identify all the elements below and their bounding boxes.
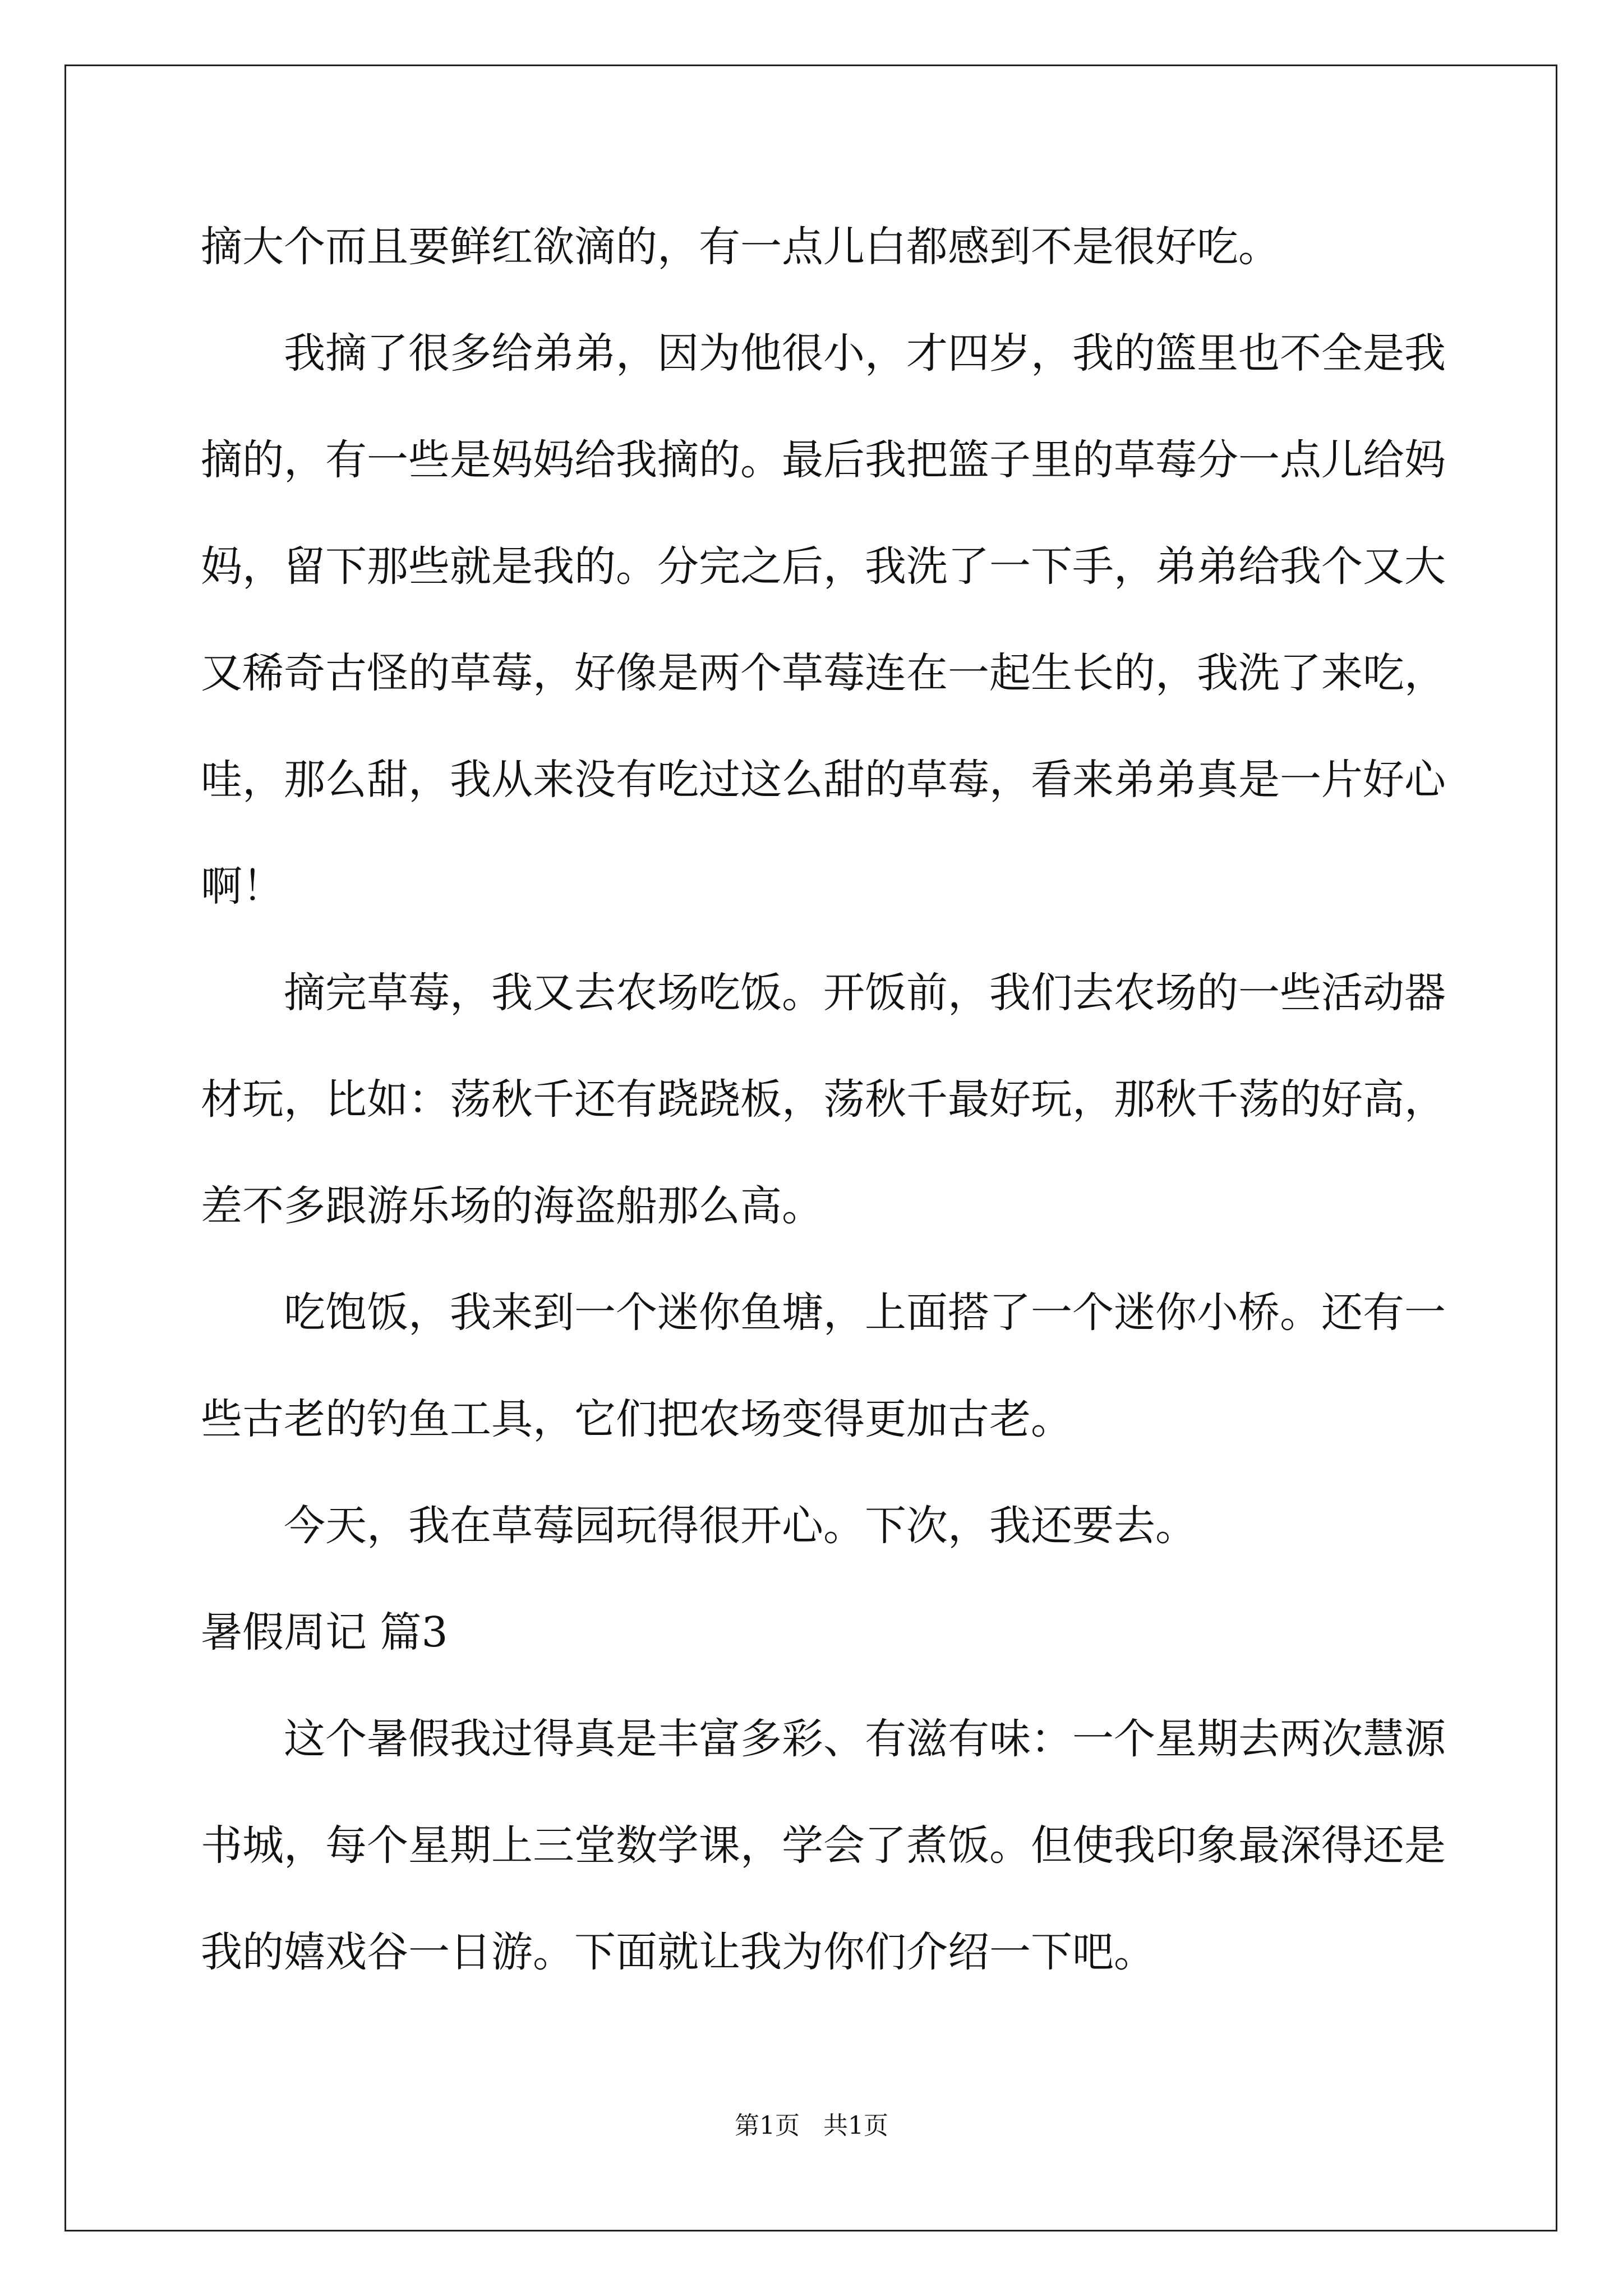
text-line: 妈，留下那些就是我的。分完之后，我洗了一下手，弟弟给我个又大 xyxy=(201,542,1446,591)
text-line: 吃饱饭，我来到一个迷你鱼塘，上面搭了一个迷你小桥。还有一 xyxy=(284,1289,1446,1337)
text-line: 差不多跟游乐场的海盗船那么高。 xyxy=(201,1182,823,1230)
text-line: 我的嬉戏谷一日游。下面就让我为你们介绍一下吧。 xyxy=(201,1928,1155,1976)
text-line: 摘完草莓，我又去农场吃饭。开饭前，我们去农场的一些活动器 xyxy=(284,969,1446,1017)
text-line: 啊！ xyxy=(201,862,284,910)
text-line: 哇，那么甜，我从来没有吃过这么甜的草莓，看来弟弟真是一片好心 xyxy=(201,756,1446,804)
text-line: 摘的，有一些是妈妈给我摘的。最后我把篮子里的草莓分一点儿给妈 xyxy=(201,436,1446,484)
text-line: 书城，每个星期上三堂数学课，学会了煮饭。但使我印象最深得还是 xyxy=(201,1821,1446,1870)
text-line: 摘大个而且要鲜红欲滴的，有一点儿白都感到不是很好吃。 xyxy=(201,223,1280,271)
page-border xyxy=(64,65,1557,2231)
text-line: 我摘了很多给弟弟，因为他很小，才四岁，我的篮里也不全是我 xyxy=(284,329,1446,378)
text-line: 这个暑假我过得真是丰富多彩、有滋有味：一个星期去两次慧源 xyxy=(284,1715,1446,1763)
text-line: 又稀奇古怪的草莓，好像是两个草莓连在一起生长的，我洗了来吃， xyxy=(201,649,1446,697)
text-line: 材玩，比如：荡秋千还有跷跷板，荡秋千最好玩，那秋千荡的好高， xyxy=(201,1075,1446,1124)
text-line: 些古老的钓鱼工具，它们把农场变得更加古老。 xyxy=(201,1395,1072,1443)
text-line: 今天，我在草莓园玩得很开心。下次，我还要去。 xyxy=(284,1502,1197,1550)
page-number-footer: 第1页 共1页 xyxy=(735,2111,888,2140)
section-heading: 暑假周记 篇3 xyxy=(201,1608,448,1657)
